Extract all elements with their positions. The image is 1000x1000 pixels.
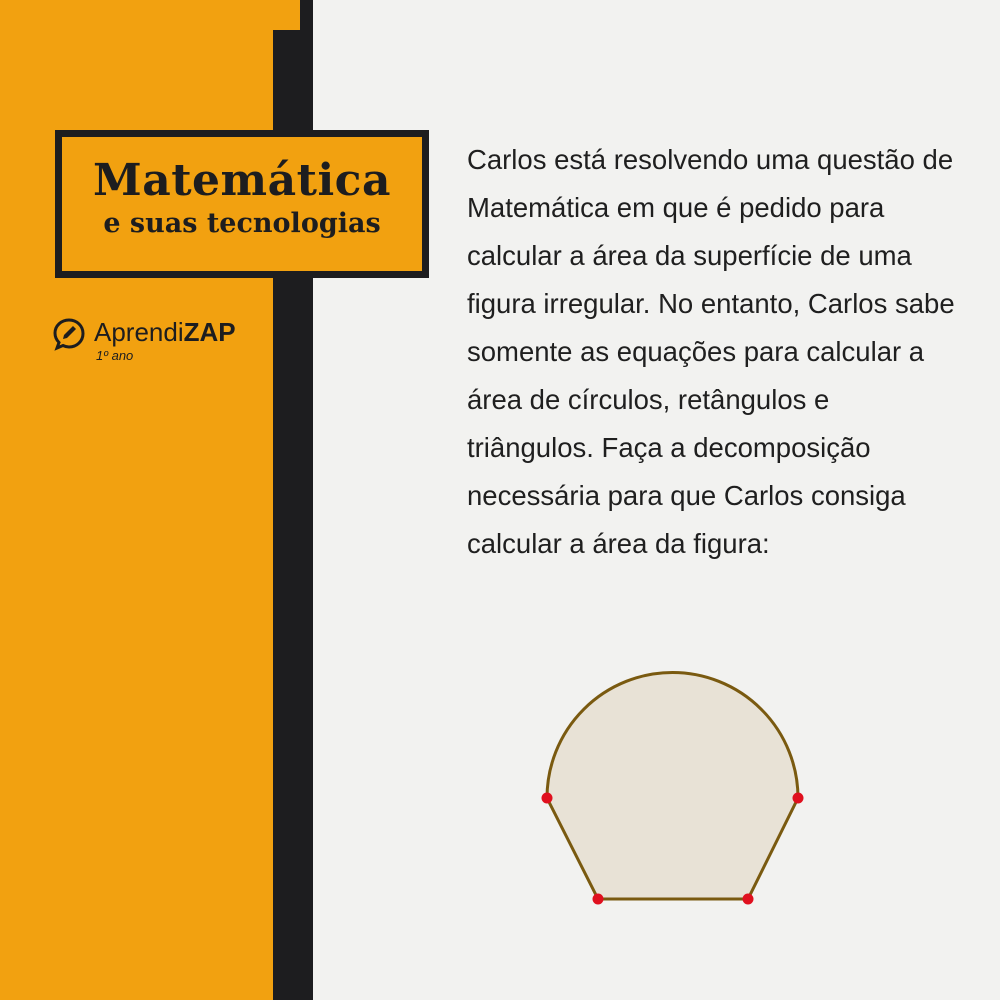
brand-grade: 1º ano (96, 348, 134, 363)
title-box (55, 130, 429, 278)
vertex-point (542, 793, 553, 804)
vertex-point (743, 894, 754, 905)
vertex-point (793, 793, 804, 804)
page-title: Matemática (93, 155, 391, 206)
irregular-figure (520, 650, 840, 930)
brand-name-regular: Aprendi (94, 317, 184, 347)
brand-logo (52, 315, 272, 365)
dark-strip-top (300, 0, 313, 30)
brand-name-bold: ZAP (183, 317, 236, 347)
figure-outline (547, 673, 798, 900)
pencil-chat-icon (52, 317, 86, 351)
brand-name (94, 317, 236, 347)
page-subtitle: e suas tecnologias (103, 208, 381, 239)
question-text: Carlos está resolvendo uma questão de Matemática em que é pedido para calcular a área da superfície de uma figura irregular. No entanto, Carlos sabe somente as equações para calcular a área de círculos, retângulos e triângulos. Faça a decomposição necessária para que Carlos consiga calcular a área da figura: (467, 144, 955, 559)
vertex-point (593, 894, 604, 905)
